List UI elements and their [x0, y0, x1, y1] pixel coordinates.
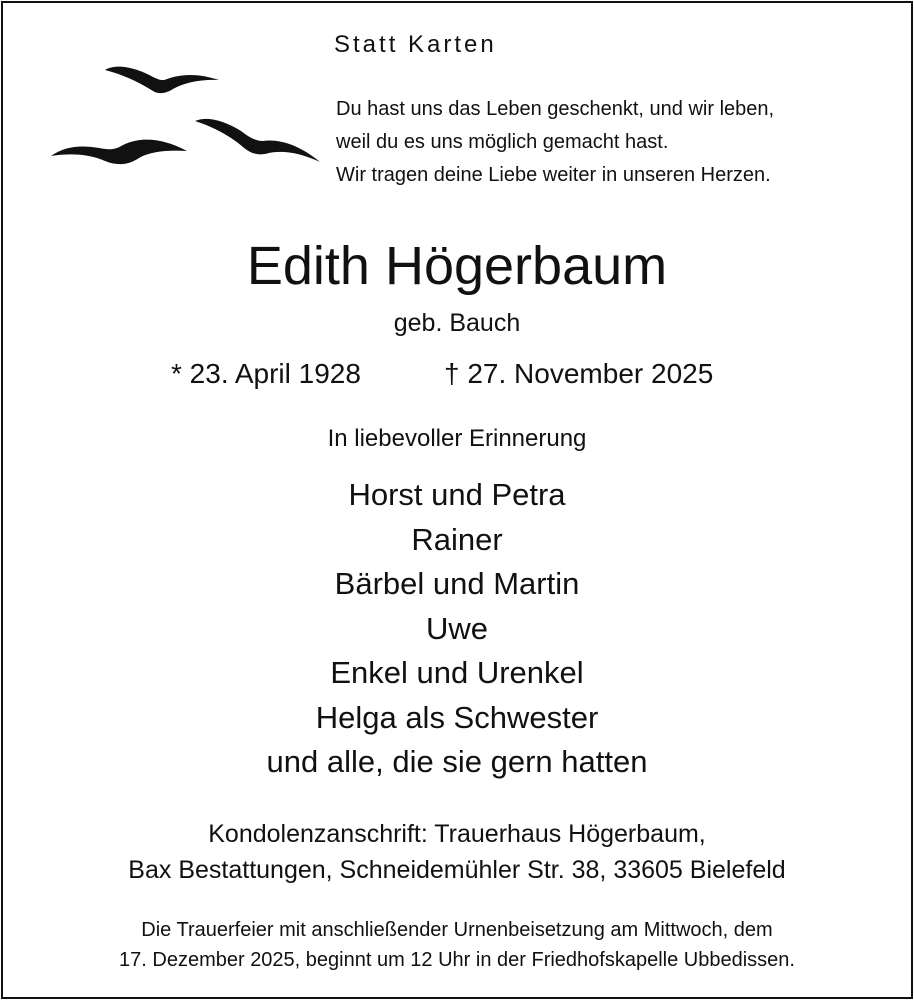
- mourner-entry: Rainer: [411, 521, 503, 557]
- memory-line: In liebevoller Erinnerung: [327, 425, 587, 452]
- mourner-entry: Bärbel und Martin: [334, 566, 580, 601]
- verse-line: Du hast uns das Leben geschenkt, und wir leben,: [336, 98, 775, 120]
- mourner-entry: Uwe: [425, 610, 488, 646]
- obituary-notice: [1, 1, 913, 999]
- flying-birds-icon: [43, 53, 333, 183]
- mourner-entry: und alle, die sie gern hatten: [266, 744, 648, 779]
- condolence-line: Bax Bestattungen, Schneidemühler Str. 38, 33605 Bielefeld: [128, 856, 786, 884]
- verse-block: [336, 93, 774, 192]
- condolence-address: [3, 816, 911, 888]
- verse-line: weil du es uns möglich gemacht hast.: [336, 131, 669, 153]
- funeral-info: [3, 915, 911, 975]
- mourner-entry: Horst und Petra: [348, 477, 566, 512]
- maiden-name: geb. Bauch: [393, 309, 521, 337]
- birth-date: * 23. April 1928: [171, 358, 361, 389]
- verse-line: Wir tragen deine Liebe weiter in unseren Herzen.: [336, 164, 771, 186]
- mourner-entry: Helga als Schwester: [315, 699, 599, 735]
- header-title: Statt Karten: [334, 31, 497, 58]
- funeral-line: 17. Dezember 2025, beginnt um 12 Uhr in der Friedhofskapelle Ubbedissen.: [119, 949, 795, 971]
- mourners-list: [3, 473, 911, 785]
- deceased-name: Edith Högerbaum: [246, 236, 668, 296]
- condolence-line: Kondolenzanschrift: Trauerhaus Högerbaum,: [208, 820, 706, 848]
- mourner-entry: Enkel und Urenkel: [330, 655, 584, 690]
- death-date: † 27. November 2025: [444, 358, 714, 389]
- funeral-line: Die Trauerfeier mit anschließender Urnenbeisetzung am Mittwoch, dem: [141, 919, 773, 941]
